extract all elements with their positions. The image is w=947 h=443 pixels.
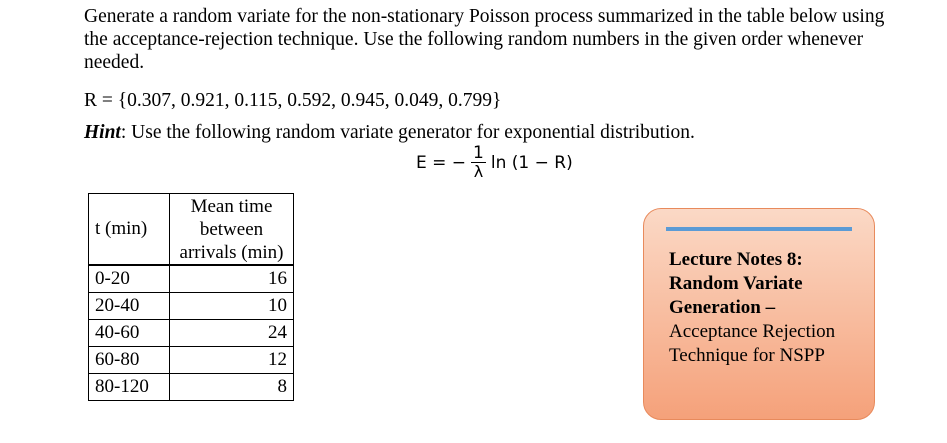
problem-statement: Generate a random variate for the non-stationary Poisson process summarized in the table below using the acceptance-rejection technique. Use the following random numbers in the given order whenever needed. — [84, 6, 885, 73]
random-numbers: R = {0.307, 0.921, 0.115, 0.592, 0.945, 0.049, 0.799} — [84, 90, 502, 111]
table-row — [89, 265, 294, 293]
card-title-line2: Random Variate — [669, 273, 803, 294]
formula-lhs: E = − — [416, 152, 467, 173]
cell-t: 80-120 — [89, 374, 170, 401]
cell-mean: 24 — [170, 320, 294, 347]
lecture-notes-card — [643, 208, 875, 420]
card-title-line3: Generation – — [669, 297, 776, 318]
table-row — [89, 293, 294, 320]
cell-t: 40-60 — [89, 320, 170, 347]
table-row — [89, 347, 294, 374]
column-header-mean: Mean time between arrivals (min) — [170, 194, 294, 266]
cell-t: 20-40 — [89, 293, 170, 320]
card-text — [669, 248, 869, 368]
formula-numerator: 1 — [473, 143, 484, 163]
table-row — [89, 320, 294, 347]
hint-line — [84, 121, 904, 144]
table-row — [89, 374, 294, 401]
cell-mean: 12 — [170, 347, 294, 374]
cell-mean: 10 — [170, 293, 294, 320]
card-accent-bar — [666, 227, 852, 231]
table-header-row — [89, 194, 294, 266]
formula-fraction — [471, 145, 486, 180]
cell-t: 0-20 — [89, 265, 170, 293]
formula-rhs: ln (1 − R) — [490, 152, 573, 173]
card-subtitle: Acceptance Rejection Technique for NSPP — [669, 321, 836, 366]
cell-t: 60-80 — [89, 347, 170, 374]
cell-mean: 16 — [170, 265, 294, 293]
exponential-formula — [416, 145, 573, 180]
column-header-t: t (min) — [89, 194, 170, 266]
formula-denominator: λ — [473, 162, 484, 181]
arrival-rate-table — [88, 193, 294, 401]
hint-text: : Use the following random variate generator for exponential distribution. — [120, 122, 695, 143]
hint-label: Hint — [84, 122, 121, 143]
card-title-line1: Lecture Notes 8: — [669, 249, 803, 270]
cell-mean: 8 — [170, 374, 294, 401]
